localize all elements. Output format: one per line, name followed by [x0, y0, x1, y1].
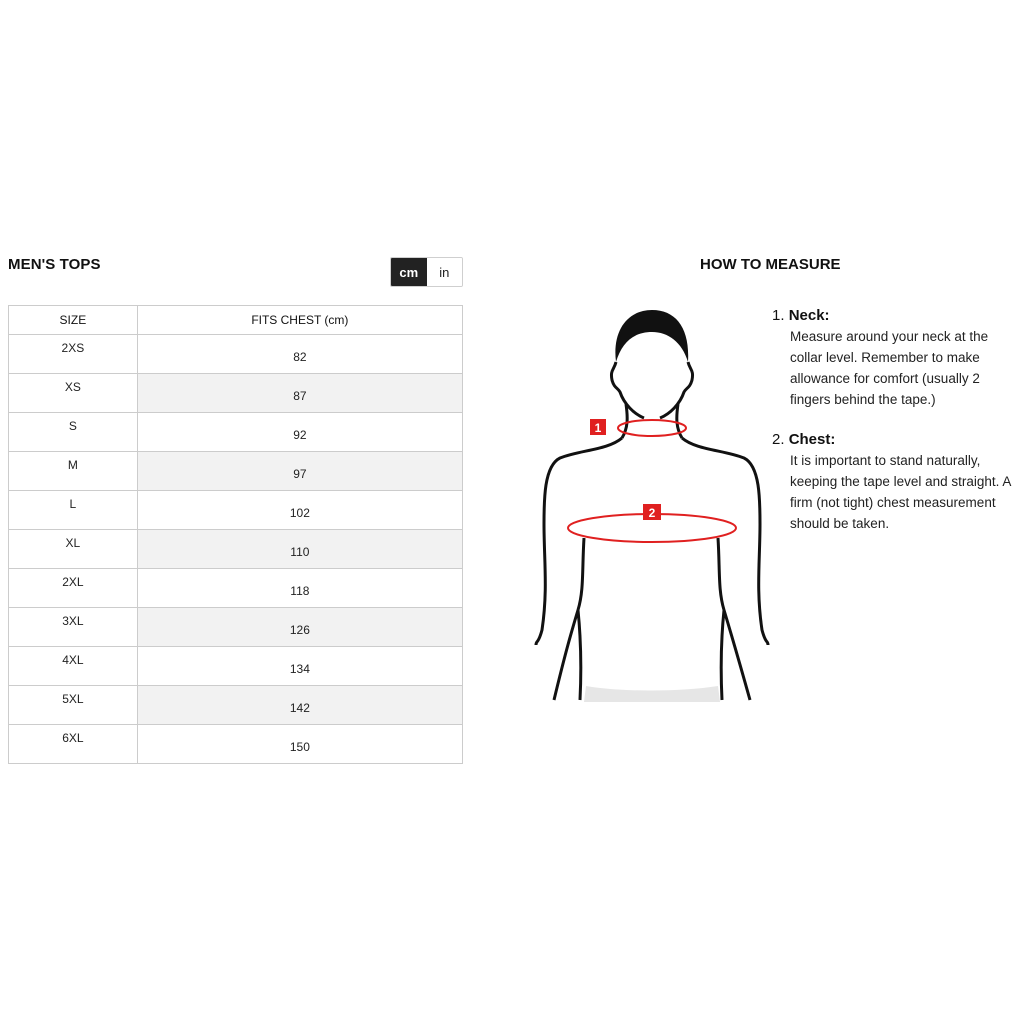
step-number: 2.: [772, 431, 785, 448]
step-chest: [772, 430, 1012, 534]
size-table: [8, 305, 463, 764]
chest-cell: 97: [137, 452, 462, 491]
neck-marker-label: 1: [594, 421, 602, 435]
chest-cell: 110: [137, 530, 462, 569]
unit-in-button[interactable]: in: [427, 258, 463, 286]
chest-cell: 82: [137, 335, 462, 374]
table-row: [9, 647, 463, 686]
unit-cm-button[interactable]: cm: [391, 258, 427, 286]
chest-cell: 150: [137, 725, 462, 764]
chest-marker-label: 2: [648, 506, 656, 520]
step-text: Measure around your neck at the collar level. Remember to make allowance for comfort (usually 2 fingers behind the tape.): [790, 329, 989, 407]
torso-outline: [536, 438, 768, 700]
chest-cell: 118: [137, 569, 462, 608]
chest-cell: 87: [137, 374, 462, 413]
head-outline: [611, 362, 692, 418]
step-name: Neck:: [788, 307, 830, 324]
chest-cell: 142: [137, 686, 462, 725]
neck-tape: [618, 420, 686, 436]
size-cell: XS: [9, 374, 138, 413]
waist-shade: [584, 686, 720, 702]
step-name: Chest:: [788, 431, 836, 448]
chest-cell: 92: [137, 413, 462, 452]
table-row: [9, 452, 463, 491]
size-cell: XL: [9, 530, 138, 569]
chest-cell: 126: [137, 608, 462, 647]
unit-toggle: [390, 257, 463, 287]
measure-steps: [772, 306, 1012, 554]
how-to-measure-title: HOW TO MEASURE: [700, 256, 841, 273]
table-row: [9, 530, 463, 569]
table-row: [9, 608, 463, 647]
body-measurement-figure: [530, 300, 775, 710]
table-row: [9, 491, 463, 530]
size-cell: 5XL: [9, 686, 138, 725]
table-row: [9, 413, 463, 452]
table-header-row: [9, 306, 463, 335]
column-header-chest: FITS CHEST (cm): [137, 306, 462, 335]
hair-shape: [615, 310, 688, 362]
size-cell: 4XL: [9, 647, 138, 686]
table-row: [9, 569, 463, 608]
table-row: [9, 686, 463, 725]
table-row: [9, 374, 463, 413]
column-header-size: SIZE: [9, 306, 138, 335]
size-cell: L: [9, 491, 138, 530]
step-number: 1.: [772, 307, 785, 324]
size-cell: 2XL: [9, 569, 138, 608]
size-cell: M: [9, 452, 138, 491]
step-text: It is important to stand naturally, keeping the tape level and straight. A firm (not tight) chest measurement should be taken.: [790, 453, 1011, 531]
chest-cell: 102: [137, 491, 462, 530]
size-cell: 3XL: [9, 608, 138, 647]
size-cell: S: [9, 413, 138, 452]
table-row: [9, 335, 463, 374]
size-table-body: [9, 335, 463, 764]
size-cell: 6XL: [9, 725, 138, 764]
step-neck: [772, 306, 1012, 410]
size-guide-title: MEN'S TOPS: [8, 256, 101, 273]
table-row: [9, 725, 463, 764]
size-cell: 2XS: [9, 335, 138, 374]
chest-cell: 134: [137, 647, 462, 686]
